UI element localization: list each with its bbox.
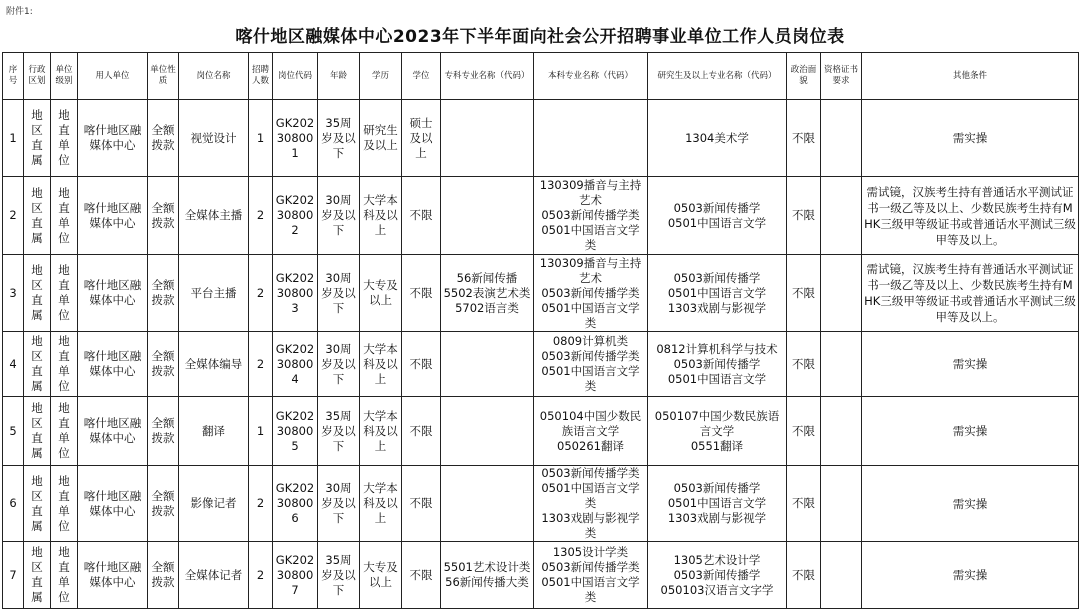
cell-bachelor (534, 100, 648, 177)
cell-level: 地直单位 (51, 100, 78, 177)
cell-code: GK20230800 2 (273, 177, 318, 255)
header-unit: 用人单位 (78, 53, 148, 100)
cell-other: 需试镜，汉族考生持有普通话水平测试证书一级乙等及以上、少数民族考生持有MHK三级甲等级证书或普通话水平测试三级甲等及以上。 (862, 255, 1079, 332)
cell-graduate: 0503新闻传播学 0501中国语言文学 1303戏剧与影视学 (648, 466, 787, 542)
cell-edu: 大学本科及以上 (360, 332, 402, 397)
cell-nature: 全额拨款 (148, 397, 179, 466)
cell-other: 需实操 (862, 100, 1079, 177)
cell-post: 翻译 (179, 397, 249, 466)
cell-no: 4 (3, 332, 24, 397)
cell-level: 地直单位 (51, 177, 78, 255)
cell-other: 需实操 (862, 332, 1079, 397)
header-post: 岗位名称 (179, 53, 249, 100)
table-row (3, 466, 1079, 542)
cell-edu: 大学本科及以上 (360, 177, 402, 255)
table-row (3, 542, 1079, 609)
cell-nature: 全额拨款 (148, 542, 179, 609)
header-other: 其他条件 (862, 53, 1079, 100)
cell-level: 地直单位 (51, 542, 78, 609)
cell-post: 视觉设计 (179, 100, 249, 177)
cell-age: 35周岁及以下 (318, 100, 360, 177)
header-college: 专科专业名称（代码） (441, 53, 534, 100)
cell-bachelor: 0503新闻传播学类 0501中国语言文学类 1303戏剧与影视学类 (534, 466, 648, 542)
cell-count: 2 (249, 177, 273, 255)
cell-unit: 喀什地区融媒体中心 (78, 466, 148, 542)
cell-politics: 不限 (787, 255, 821, 332)
cell-cert (821, 466, 862, 542)
cell-nature: 全额拨款 (148, 255, 179, 332)
cell-edu: 大学本科及以上 (360, 397, 402, 466)
cell-count: 2 (249, 542, 273, 609)
table-row (3, 255, 1079, 332)
cell-region: 地区直属 (24, 397, 51, 466)
cell-age: 30周岁及以下 (318, 255, 360, 332)
positions-table (2, 52, 1079, 609)
cell-no: 7 (3, 542, 24, 609)
cell-no: 1 (3, 100, 24, 177)
cell-age: 35周岁及以下 (318, 397, 360, 466)
cell-college (441, 177, 534, 255)
cell-nature: 全额拨款 (148, 100, 179, 177)
cell-code: GK20230800 6 (273, 466, 318, 542)
table-row (3, 332, 1079, 397)
cell-nature: 全额拨款 (148, 466, 179, 542)
cell-nature: 全额拨款 (148, 177, 179, 255)
cell-college (441, 100, 534, 177)
cell-college: 56新闻传播 5502表演艺术类 5702语言类 (441, 255, 534, 332)
cell-edu: 大学本科及以上 (360, 466, 402, 542)
cell-level: 地直单位 (51, 397, 78, 466)
cell-college: 5501艺术设计类 56新闻传播大类 (441, 542, 534, 609)
table-row (3, 397, 1079, 466)
cell-level: 地直单位 (51, 255, 78, 332)
cell-bachelor: 130309播音与主持艺术 0503新闻传播学类 0501中国语言文学类 (534, 177, 648, 255)
cell-politics: 不限 (787, 397, 821, 466)
cell-edu: 大专及以上 (360, 542, 402, 609)
header-edu: 学历 (360, 53, 402, 100)
cell-count: 1 (249, 397, 273, 466)
cell-post: 影像记者 (179, 466, 249, 542)
cell-college (441, 397, 534, 466)
header-count: 招聘人数 (249, 53, 273, 100)
cell-other: 需实操 (862, 397, 1079, 466)
cell-nature: 全额拨款 (148, 332, 179, 397)
header-graduate: 研究生及以上专业名称（代码） (648, 53, 787, 100)
cell-count: 2 (249, 466, 273, 542)
table-row (3, 100, 1079, 177)
cell-degree: 不限 (402, 542, 441, 609)
cell-no: 5 (3, 397, 24, 466)
cell-age: 35周岁及以下 (318, 542, 360, 609)
cell-degree: 硕士及以上 (402, 100, 441, 177)
cell-count: 1 (249, 100, 273, 177)
table-row (3, 177, 1079, 255)
cell-age: 30周岁及以下 (318, 466, 360, 542)
header-politics: 政治面貌 (787, 53, 821, 100)
cell-region: 地区直属 (24, 542, 51, 609)
header-nature: 单位性质 (148, 53, 179, 100)
cell-region: 地区直属 (24, 100, 51, 177)
annex-label: 附件1: (6, 7, 33, 17)
header-region: 行政区划 (24, 53, 51, 100)
cell-graduate: 1305艺术设计学 0503新闻传播学 050103汉语言文字学 (648, 542, 787, 609)
cell-bachelor: 130309播音与主持艺术 0503新闻传播学类 0501中国语言文学类 (534, 255, 648, 332)
header-level: 单位级别 (51, 53, 78, 100)
cell-count: 2 (249, 255, 273, 332)
cell-graduate: 0503新闻传播学 0501中国语言文学 (648, 177, 787, 255)
cell-unit: 喀什地区融媒体中心 (78, 255, 148, 332)
cell-other: 需实操 (862, 466, 1079, 542)
cell-politics: 不限 (787, 466, 821, 542)
cell-no: 6 (3, 466, 24, 542)
cell-age: 30周岁及以下 (318, 177, 360, 255)
cell-region: 地区直属 (24, 466, 51, 542)
cell-count: 2 (249, 332, 273, 397)
cell-politics: 不限 (787, 542, 821, 609)
cell-level: 地直单位 (51, 466, 78, 542)
cell-code: GK20230800 5 (273, 397, 318, 466)
cell-no: 3 (3, 255, 24, 332)
cell-region: 地区直属 (24, 177, 51, 255)
cell-post: 全媒体记者 (179, 542, 249, 609)
header-degree: 学位 (402, 53, 441, 100)
header-age: 年龄 (318, 53, 360, 100)
cell-cert (821, 542, 862, 609)
cell-college (441, 466, 534, 542)
cell-code: GK20230800 3 (273, 255, 318, 332)
cell-politics: 不限 (787, 100, 821, 177)
header-no: 序号 (3, 53, 24, 100)
cell-cert (821, 100, 862, 177)
cell-bachelor: 1305设计学类 0503新闻传播学类 0501中国语言文学类 (534, 542, 648, 609)
cell-post: 平台主播 (179, 255, 249, 332)
cell-graduate: 0812计算机科学与技术 0503新闻传播学 0501中国语言文学 (648, 332, 787, 397)
cell-code: GK20230800 1 (273, 100, 318, 177)
cell-cert (821, 255, 862, 332)
cell-level: 地直单位 (51, 332, 78, 397)
cell-cert (821, 332, 862, 397)
cell-bachelor: 0809计算机类 0503新闻传播学类 0501中国语言文学类 (534, 332, 648, 397)
cell-degree: 不限 (402, 466, 441, 542)
cell-unit: 喀什地区融媒体中心 (78, 177, 148, 255)
cell-politics: 不限 (787, 177, 821, 255)
cell-politics: 不限 (787, 332, 821, 397)
cell-other: 需实操 (862, 542, 1079, 609)
cell-code: GK20230800 4 (273, 332, 318, 397)
header-bachelor: 本科专业名称（代码） (534, 53, 648, 100)
cell-unit: 喀什地区融媒体中心 (78, 100, 148, 177)
cell-age: 30周岁及以下 (318, 332, 360, 397)
header-code: 岗位代码 (273, 53, 318, 100)
cell-college (441, 332, 534, 397)
cell-cert (821, 177, 862, 255)
cell-degree: 不限 (402, 332, 441, 397)
cell-edu: 研究生及以上 (360, 100, 402, 177)
cell-degree: 不限 (402, 177, 441, 255)
cell-cert (821, 397, 862, 466)
cell-code: GK20230800 7 (273, 542, 318, 609)
cell-graduate: 1304美术学 (648, 100, 787, 177)
cell-edu: 大专及以上 (360, 255, 402, 332)
cell-degree: 不限 (402, 255, 441, 332)
document-title: 喀什地区融媒体中心2023年下半年面向社会公开招聘事业单位工作人员岗位表 (235, 27, 845, 47)
cell-other: 需试镜，汉族考生持有普通话水平测试证书一级乙等及以上、少数民族考生持有MHK三级甲等级证书或普通话水平测试三级甲等及以上。 (862, 177, 1079, 255)
cell-region: 地区直属 (24, 332, 51, 397)
header-row (3, 53, 1079, 100)
header-cert: 资格证书要求 (821, 53, 862, 100)
cell-post: 全媒体主播 (179, 177, 249, 255)
cell-unit: 喀什地区融媒体中心 (78, 397, 148, 466)
cell-unit: 喀什地区融媒体中心 (78, 542, 148, 609)
cell-region: 地区直属 (24, 255, 51, 332)
cell-graduate: 050107中国少数民族语言文学 0551翻译 (648, 397, 787, 466)
cell-degree: 不限 (402, 397, 441, 466)
cell-unit: 喀什地区融媒体中心 (78, 332, 148, 397)
cell-bachelor: 050104中国少数民族语言文学 050261翻译 (534, 397, 648, 466)
cell-post: 全媒体编导 (179, 332, 249, 397)
cell-no: 2 (3, 177, 24, 255)
cell-graduate: 0503新闻传播学 0501中国语言文学 1303戏剧与影视学 (648, 255, 787, 332)
